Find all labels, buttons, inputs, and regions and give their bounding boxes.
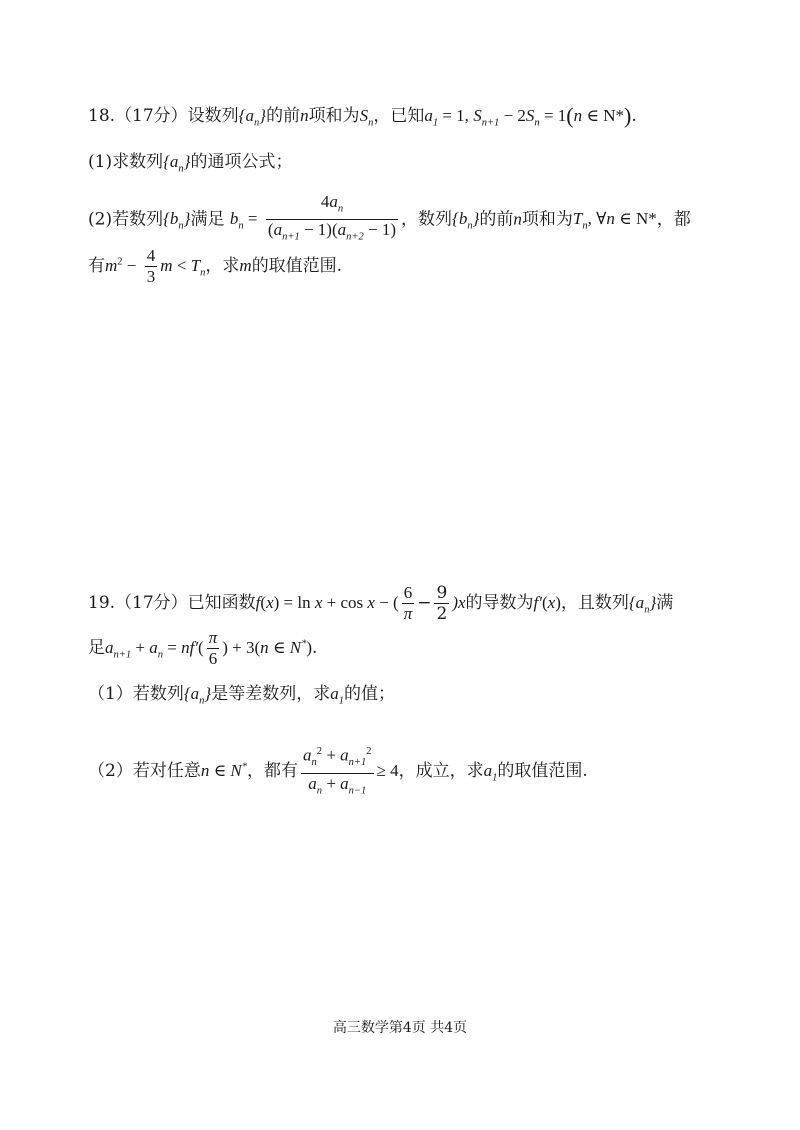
- math-inequality: $m^2$ −: [105, 256, 137, 275]
- math-recurrence: $a_{n+1} + a_n = nf'$(: [105, 638, 204, 661]
- math-recurrence-tail: ) + 3(n ∈ N*): [222, 638, 313, 657]
- math-fraction-pi-6: $\frac{\pi}{6}$: [208, 628, 218, 668]
- q18-part2-label: (2)若数列: [88, 209, 164, 230]
- math-a-n: $\{a_n\}$: [238, 106, 267, 129]
- q18-part1-label: (1)求数列: [88, 152, 164, 172]
- math-n: n: [300, 106, 309, 125]
- math-condition: $a_1 = 1$, $S_{n+1} - 2S_n = 1(n$ ∈ N*): [424, 103, 632, 129]
- q18-line4: [88, 246, 342, 287]
- q18-line4-end: ，求: [205, 256, 240, 276]
- q19-part2: [88, 742, 588, 801]
- q18-part1: [88, 150, 292, 181]
- page-footer: 高三数学第4页 共4页: [332, 1020, 468, 1036]
- q18-header-line: 18.（17分）设数列$\{a_n\}$的前n项和为$S_n$，已知$a_1 = 1$, $S_{n+1} - 2S_n = 1(n$ ∈ N*).: [88, 103, 637, 129]
- math-geq-4: ≥ 4: [376, 761, 399, 781]
- q18-part2-end: ，都: [656, 209, 691, 230]
- math-n-2: n: [513, 209, 522, 229]
- math-fprime: f′(x): [533, 593, 561, 612]
- q19-part2-label: （2）若对任意: [88, 761, 201, 782]
- q18-line4-start: 有: [88, 256, 105, 276]
- math-x: )x: [452, 593, 466, 612]
- q19-header-line: 19.（17分）已知函数f(x) = ln x + cos x − ( $\frac{6}{\pi}$ − $\frac{9}{2}$ )x的导数为f′(x)，且数列$\{a_n\}$满: [88, 583, 674, 624]
- math-b-n: $\{b_n\}$: [163, 209, 191, 232]
- q18-part2-tail2: 项和为: [521, 209, 573, 230]
- math-fraction-9-2: $\frac{9}{2}$: [436, 583, 448, 624]
- math-fraction-6-pi: $\frac{6}{\pi}$: [403, 583, 413, 623]
- q19-part2-end2: 的取值范围.: [497, 761, 588, 782]
- math-fraction-4-3: $\frac{4}{3}$: [146, 246, 156, 286]
- math-a1: $a_1$: [330, 684, 344, 707]
- math-b-n-def: $b_n$ =: [229, 209, 258, 232]
- q19-header: 19.（17分）已知函数: [88, 593, 256, 613]
- q19-part1-mid: 是等差数列，求: [211, 684, 331, 704]
- math-T-n: $T_n$, ∀n ∈ N*: [572, 209, 657, 232]
- q19-part2-mid: ，都有: [247, 761, 299, 782]
- q18-part2-tail: 的前: [479, 209, 514, 230]
- q19-line2-start: 足: [88, 638, 105, 658]
- q18-part2: [88, 192, 691, 248]
- q18-line4-end2: 的取值范围.: [251, 256, 343, 276]
- q19-part1-label: （1）若数列: [88, 684, 184, 704]
- q19-part2-end: ，成立，求: [398, 761, 484, 782]
- q19-line2: 足$a_{n+1} + a_n = nf'$( $\frac{\pi}{6}$ ) + 3(n ∈ N*).: [88, 628, 318, 668]
- math-a-n-4: $\{a_n\}$: [183, 684, 212, 707]
- math-a-n-2: $\{a_n\}$: [163, 152, 191, 175]
- q18-header: 18.（17分）设数列: [88, 106, 239, 126]
- math-n-in-N: n ∈ N*: [200, 761, 248, 781]
- math-fraction-squares: $\frac{a_n^2 + a_{n+1}^2}{a_n + a_{n-1}}$: [301, 742, 374, 801]
- math-a-n-3: $\{a_n\}$: [628, 593, 657, 616]
- q18-part1-tail: 的通项公式；: [190, 152, 293, 172]
- math-S-n: $S_n$: [359, 106, 374, 129]
- math-f-def: f(x) = ln x + cos x − (: [255, 593, 399, 612]
- math-b-n-2: $\{b_n\}$: [452, 209, 480, 232]
- math-m-lt-Tn: $m < T_n$: [160, 256, 206, 279]
- math-a1-2: $a_1$: [483, 761, 498, 784]
- q19-header-end2: 满: [656, 593, 674, 613]
- q19-part1-end: 的值；: [343, 684, 395, 704]
- math-fraction-bn: $\frac{4a_n}{(a_{n+1} - 1)(a_{n+2} - 1)}$: [267, 192, 397, 243]
- q18-part2-mid: 满足: [190, 209, 225, 230]
- q18-part2-mid2: ，数列: [401, 209, 453, 230]
- q19-part1: [88, 682, 395, 713]
- q19-header-mid: 的导数为: [465, 593, 534, 613]
- math-m: m: [239, 256, 252, 275]
- q19-header-end: ，且数列: [560, 593, 629, 613]
